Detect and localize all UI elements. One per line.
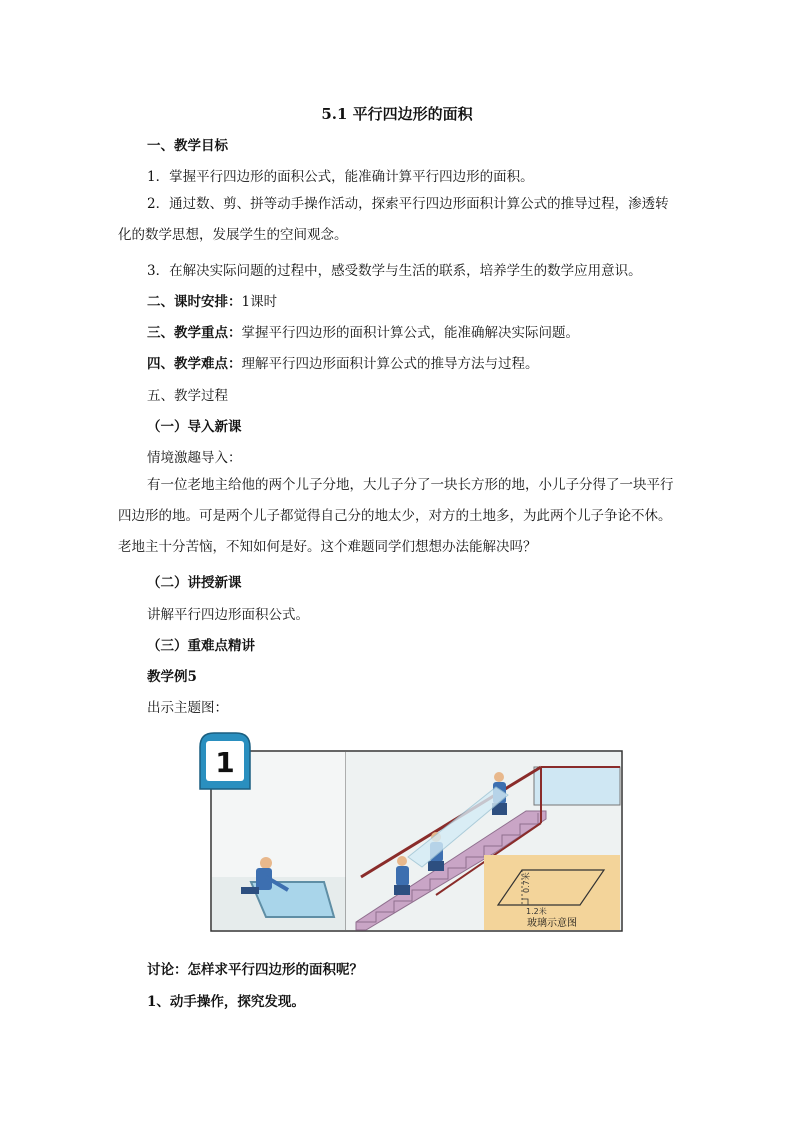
- schedule-line: [147, 290, 277, 310]
- step1-line: 1、动手操作，探究发现。: [147, 994, 305, 1010]
- difficulty-line: [147, 352, 539, 372]
- part2-text: 讲解平行四边形面积公式。: [147, 607, 309, 623]
- window: [534, 767, 620, 805]
- part1-heading: （一）导入新课: [147, 419, 242, 435]
- difficulty-label: 四、教学难点：: [147, 356, 242, 372]
- goal-2: 2．通过数、剪、拼等动手操作活动，探索平行四边形面积计算公式的推导过程，渗透转化的数学思想，发展学生的空间观念。: [118, 196, 669, 243]
- illustration-svg: [196, 727, 624, 933]
- key-point-value: 掌握平行四边形的面积计算公式，能准确解决实际问题。: [241, 325, 579, 341]
- part3-heading: （三）重难点精讲: [147, 638, 255, 654]
- key-point-label: 三、教学重点：: [147, 325, 242, 341]
- inset-caption: 玻璃示意图: [527, 918, 577, 929]
- difficulty-value: 理解平行四边形面积计算公式的推导方法与过程。: [241, 356, 539, 372]
- discussion-line: 讨论：怎样求平行四边形的面积呢？: [147, 962, 363, 978]
- example-heading: 教学例5: [147, 669, 197, 685]
- story-paragraph: 有一位老地主给他的两个儿子分地，大儿子分了一块长方形的地，小儿子分得了一块平行四边形的地。可是两个儿子都觉得自己分的地太少，对方的土地多，为此两个儿子争论不休。老地主十分苦恼，不知如何是好。这个难题同学们想想办法能解决吗？: [118, 477, 674, 555]
- show-figure-label: 出示主题图：: [147, 700, 228, 716]
- badge-number: 1: [215, 746, 235, 779]
- page-title: 5.1 平行四边形的面积: [321, 105, 473, 123]
- schedule-label: 二、课时安排：: [147, 294, 242, 310]
- goal-3: 3．在解决实际问题的过程中，感受数学与生活的联系，培养学生的数学应用意识。: [147, 263, 642, 279]
- schedule-value: 1课时: [241, 294, 278, 310]
- goal-1: 1．掌握平行四边形的面积公式，能准确计算平行四边形的面积。: [147, 169, 534, 185]
- inset-base-label: 1.2米: [526, 907, 547, 916]
- theme-illustration: [196, 727, 624, 933]
- example-badge: [200, 733, 250, 789]
- part2-heading: （二）讲授新课: [147, 575, 242, 591]
- process-heading: 五、教学过程: [147, 388, 228, 404]
- intro-label: 情境激趣导入：: [147, 450, 242, 466]
- key-point-line: [147, 321, 579, 341]
- goals-heading: 一、教学目标: [147, 138, 228, 154]
- inset-height-label: 0.7米: [522, 872, 531, 893]
